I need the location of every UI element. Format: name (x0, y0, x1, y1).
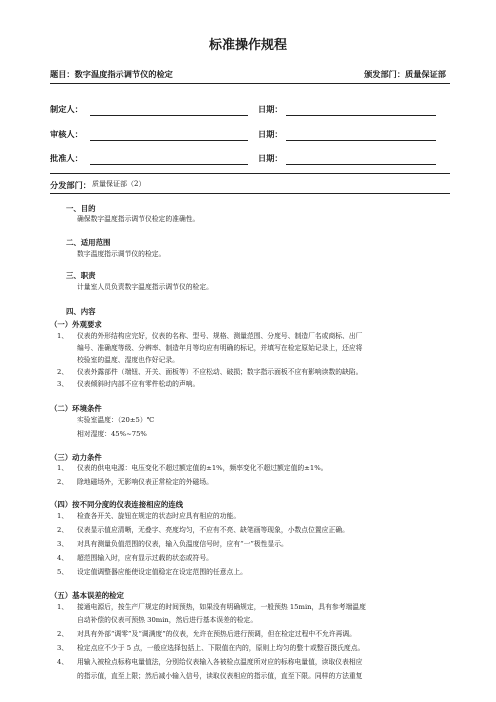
approver-date-line[interactable] (286, 164, 436, 165)
connection-item-5-line-1: 设定值调整器应能使设定值稳定在设定范围的任意点上。 (77, 568, 247, 576)
connection-item-1-number: 1、 (57, 512, 69, 520)
appearance-item-1-line-2: 编号、准确度等级、分辨率、制造年月等均应有明确的标记，并填写在检定原始记录上，还应将 (77, 344, 363, 352)
appearance-item-1-line-1: 仪表的外形结构应完好，仪表的名称、型号、规格、测量范围、分度号、制造厂名或商标、出厂 (77, 332, 363, 340)
header-rule (50, 83, 450, 84)
drafter-signature-line[interactable] (90, 115, 248, 116)
error-item-2-number: 2、 (57, 630, 69, 638)
appearance-item-3-line-1: 仪表倾斜时内部不应有零件松动的声响。 (77, 380, 200, 388)
error-item-3-number: 3、 (57, 644, 69, 652)
appearance-item-3-number: 3、 (57, 380, 69, 388)
error-item-2-line-1: 对具有外部“调零”及“调满度”的仪表，允许在预热后进行预调，但在检定过程中不允许再调。 (77, 630, 356, 638)
approver-signature-line[interactable] (90, 164, 248, 165)
section-purpose-heading: 一、目的 (66, 204, 96, 213)
reviewer-date-line[interactable] (286, 140, 436, 141)
error-item-1-line-1: 接通电源后，按生产厂规定的时间预热，如果没有明确规定，一般预热 15min，具有参考端温度 (77, 603, 366, 611)
connection-item-4-number: 4、 (57, 554, 69, 562)
appearance-item-1-number: 1、 (57, 332, 69, 340)
environment-humidity: 相对湿度：45%~75% (77, 430, 147, 438)
environment-temperature: 实验室温度：（20±5）℃ (77, 416, 155, 424)
approver-label: 批准人： (50, 153, 83, 163)
connection-item-4-line-1: 超范围输入时，应有显示过载的状态或符号。 (77, 554, 213, 562)
connection-item-3-line-1: 对具有测量负值范围的仪表，输入负温度信号时，应有“一”极性显示。 (77, 540, 288, 548)
section-scope-heading: 二、适用范围 (66, 238, 111, 247)
distribution-label: 分发部门： (50, 180, 91, 190)
error-item-3-line-1: 检定点应不少于 5 点，一般应选择包括上、下限值在内的，原则上均匀的整十或整百摄氏度点。 (77, 644, 365, 652)
subject-line: 题目：数字温度指示调节仪的检定 (50, 69, 173, 79)
connection-item-3-number: 3、 (57, 540, 69, 548)
power-item-1-number: 1、 (57, 464, 69, 472)
appearance-item-2-number: 2、 (57, 368, 69, 376)
drafter-date-line[interactable] (286, 115, 436, 116)
section-duty-text: 计量室人员负责数字温度指示调节仪的检定。 (77, 283, 213, 291)
drafter-date-label: 日期： (258, 104, 283, 114)
section-scope-text: 数字温度指示调节仪的检定。 (77, 250, 166, 258)
reviewer-signature-line[interactable] (90, 140, 248, 141)
approver-date-label: 日期： (258, 153, 283, 163)
distribution-rule (50, 193, 450, 194)
drafter-label: 制定人： (50, 104, 83, 114)
environment-heading: （二）环境条件 (50, 404, 102, 413)
distribution-value: 质量保证部（2） (92, 180, 146, 188)
error-item-4-line-2: 的指示值，直至上限；然后减小输入信号，读取仪表相应的指示值，直至下限。同样的方法重复 (77, 672, 363, 680)
error-item-1-line-2: 自动补偿的仪表可预热 30min，然后进行基本误差的检定。 (77, 616, 258, 624)
error-item-1-number: 1、 (57, 603, 69, 611)
signature-rule (50, 173, 450, 174)
connection-item-5-number: 5、 (57, 568, 69, 576)
issuing-department: 颁发部门：质量保证部 (364, 69, 446, 79)
connection-item-2-number: 2、 (57, 526, 69, 534)
section-duty-heading: 三、职责 (66, 271, 96, 280)
document-title: 标准操作规程 (208, 38, 287, 53)
connection-item-2-line-1: 仪表显示值应清晰，无叠字、亮度均匀，不应有不亮、缺笔画等现象，小数点位置应正确。 (77, 526, 349, 534)
connection-heading: （四）按不同分度的仪表连接相应的连线 (50, 500, 184, 509)
power-heading: （三）动力条件 (50, 453, 102, 462)
power-item-2-line-1: 除地磁场外，无影响仪表正常检定的外磁场。 (77, 478, 213, 486)
appearance-item-2-line-1: 仪表外露部件（端钮、开关、面板等）不应松动、破损；数字指示面板不应有影响读数的缺陷。 (77, 368, 363, 376)
connection-item-1-line-1: 检查各开关、旋钮在规定的状态时应具有相应的功能。 (77, 512, 241, 520)
appearance-heading: （一）外观要求 (50, 320, 102, 329)
reviewer-date-label: 日期： (258, 129, 283, 139)
reviewer-label: 审核人： (50, 129, 83, 139)
section-purpose-text: 确保数字温度指示调节仪检定的准确性。 (77, 215, 200, 223)
power-item-1-line-1: 仪表的供电电源：电压变化不超过额定值的±1%，频率变化不超过额定值的±1%。 (77, 464, 328, 472)
error-item-4-number: 4、 (57, 658, 69, 666)
error-item-4-line-1: 用输入被检点标称电量值法，分别给仪表输入各被检点温度所对应的标称电量值，读取仪表相应 (77, 658, 363, 666)
section-content-heading: 四、内容 (66, 307, 96, 316)
error-heading: （五）基本误差的检定 (50, 591, 124, 600)
appearance-item-1-line-3: 校验室的温度、湿度也作好记录。 (77, 356, 179, 364)
power-item-2-number: 2、 (57, 478, 69, 486)
